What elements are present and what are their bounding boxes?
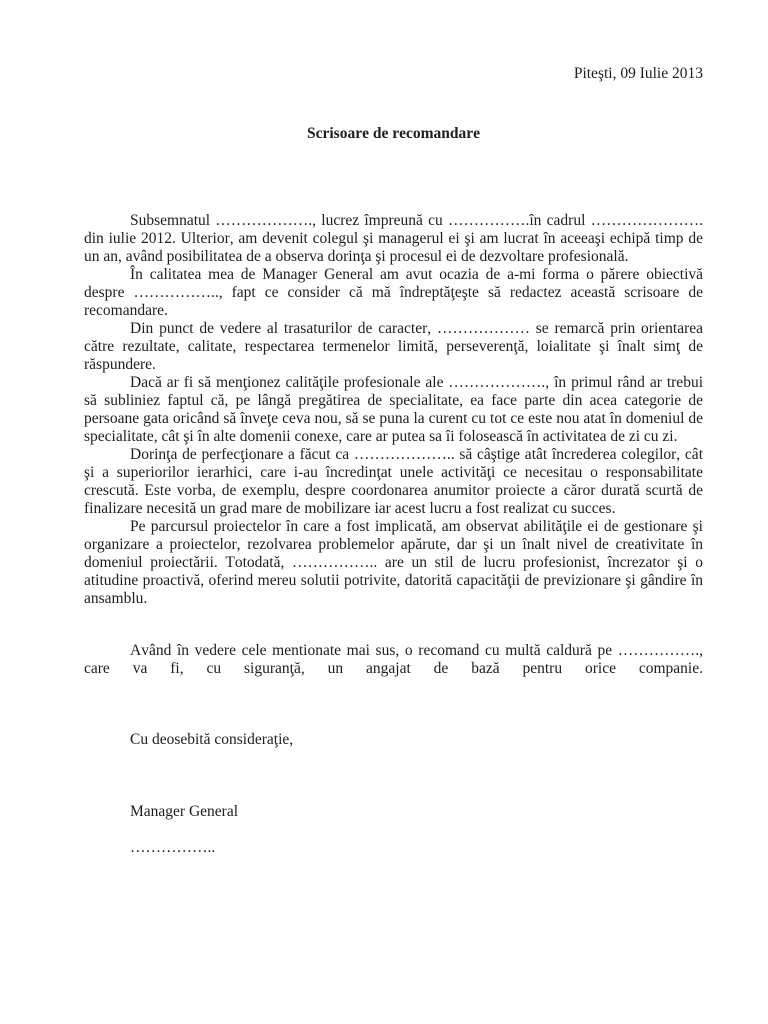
signature-title: Manager General <box>130 803 239 820</box>
conclusion-paragraph: Având în vedere cele mentionate mai sus, o recomand cu multă caldură pe ……………., care va fi, cu siguranţă, un angajat de bază pentru orice companie. <box>84 642 703 677</box>
letter-body <box>84 212 703 857</box>
signature-name-placeholder: …………….. <box>130 839 216 856</box>
body-paragraph-professional-qualities: Dacă ar fi să menţionez calităţile profesionale ale ………………., în primul rând ar trebui să subliniez faptul că, pe lângă pregătirea de specialitate, ea face parte din acea categorie de persoane gata oricând să înveţe ceva nou, să se puna la curent cu tot ce este nou atat în domeniul de specialitate, cât şi în alte domenii conexe, care ar putea sa îi folosească în activitatea de zi cu zi. <box>84 374 703 445</box>
body-paragraph-introduction: Subsemnatul ………………., lucrez împreună cu …………….în cadrul …………………. din iulie 2012. Ulterior, am devenit colegul şi managerul ei şi am lucrat în aceeaşi echipă timp de un an, având posibilitatea de a observa dorinţa şi procesul ei de dezvoltare profesională. <box>84 212 703 265</box>
body-paragraph-character: Din punct de vedere al trasaturilor de caracter, ……………… se remarcă prin orientarea către rezultate, calitate, respectarea termenelor limită, perseverenţă, loialitate şi înalt simţ de răspundere. <box>84 320 703 373</box>
body-paragraph-projects: Pe parcursul proiectelor în care a fost implicată, am observat abilităţile ei de gestionare şi organizare a proiectelor, rezolvarea problemelor apărute, dar şi un înalt nivel de creativitate în domeniul proiectării. Totodată, …………….. are un stil de lucru profesionist, încrezator şi o atitudine proactivă, oferind mereu solutii potrivite, datorită capacităţii de previzionare şi gândire în ansamblu. <box>84 518 703 607</box>
place-date: Piteşti, 09 Iulie 2013 <box>573 65 703 82</box>
body-paragraph-trust: Dorinţa de perfecţionare a făcut ca ……………….. să câştige atât încrederea colegilor, cât şi a superiorilor ierarhici, care i-au încredinţat unele activităţi ce necesitau o responsabilitate crescută. Este vorba, de exemplu, despre coordonarea anumitor proiecte a căror durată scurtă de finalizare necesită un grad mare de mobilizare iar acest lucru a fost realizat cu succes. <box>84 446 703 517</box>
letter-title: Scrisoare de recomandare <box>306 125 481 142</box>
closing-salutation: Cu deosebită consideraţie, <box>130 731 294 748</box>
body-paragraph-opinion: În calitatea mea de Manager General am avut ocazia de a-mi forma o părere obiectivă despre …………….., fapt ce consider că mă îndreptăţeşte să redactez această scrisoare de recomandare. <box>84 266 703 319</box>
